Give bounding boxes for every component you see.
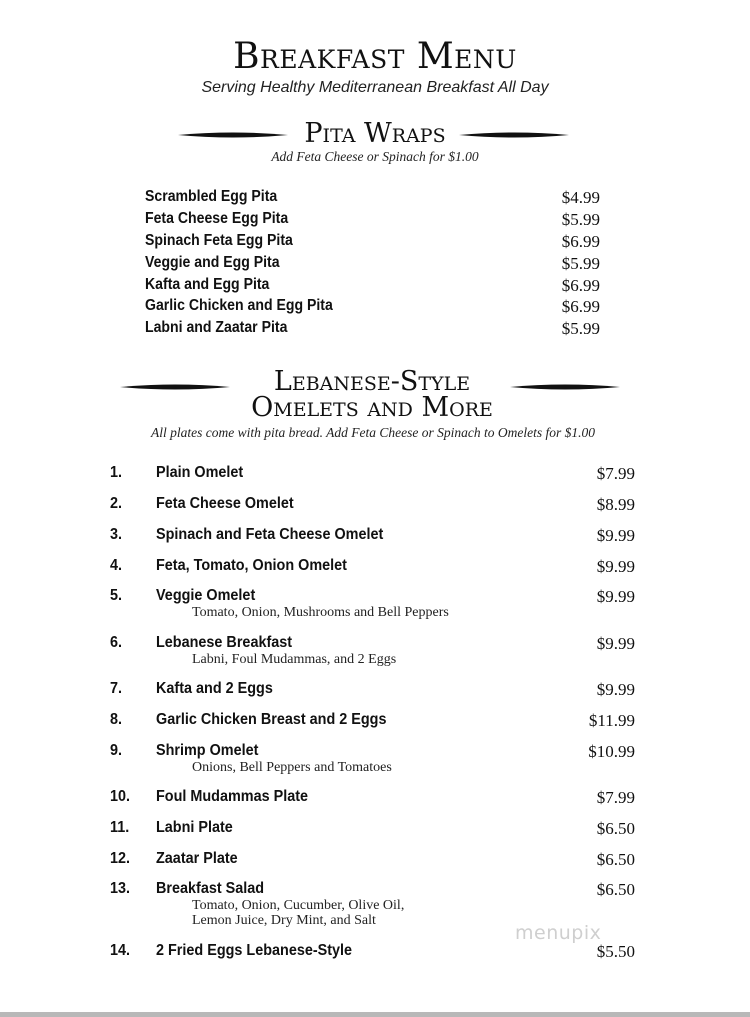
item-number: 5. bbox=[110, 587, 123, 604]
item-description: Onions, Bell Peppers and Tomatoes bbox=[192, 760, 392, 775]
item-number: 11. bbox=[110, 819, 130, 836]
item-price: $6.50 bbox=[596, 819, 635, 838]
item-price: $7.99 bbox=[596, 788, 635, 807]
item-price: $9.99 bbox=[596, 557, 635, 576]
list-item bbox=[145, 188, 600, 210]
item-name: Spinach Feta Egg Pita bbox=[145, 232, 293, 249]
list-item bbox=[145, 276, 600, 298]
item-name: Feta, Tomato, Onion Omelet bbox=[156, 557, 347, 574]
item-description: Tomato, Onion, Mushrooms and Bell Peppers bbox=[192, 605, 449, 620]
item-price: $5.99 bbox=[561, 210, 600, 229]
item-price: $4.99 bbox=[561, 188, 600, 207]
section-heading-pita-wraps: Pita Wraps bbox=[304, 118, 446, 149]
item-name: Kafta and Egg Pita bbox=[145, 276, 270, 293]
item-name: Labni and Zaatar Pita bbox=[145, 319, 288, 336]
list-item bbox=[145, 297, 600, 319]
item-price: $9.99 bbox=[596, 634, 635, 653]
item-name: Garlic Chicken and Egg Pita bbox=[145, 297, 333, 314]
item-number: 14. bbox=[110, 942, 131, 959]
item-name: Garlic Chicken Breast and 2 Eggs bbox=[156, 711, 387, 728]
item-number: 3. bbox=[110, 526, 123, 543]
item-price: $6.99 bbox=[561, 232, 600, 251]
list-item bbox=[145, 319, 600, 341]
item-number: 9. bbox=[110, 742, 123, 759]
item-price: $11.99 bbox=[588, 711, 635, 730]
item-name: Kafta and 2 Eggs bbox=[156, 680, 273, 697]
item-price: $6.50 bbox=[596, 880, 635, 899]
item-number: 13. bbox=[110, 880, 131, 897]
item-number: 7. bbox=[110, 680, 123, 697]
item-price: $6.50 bbox=[596, 850, 635, 869]
menupix-watermark: menupix bbox=[515, 922, 602, 944]
item-price: $6.99 bbox=[561, 276, 600, 295]
item-number: 6. bbox=[110, 634, 123, 651]
item-price: $7.99 bbox=[596, 464, 635, 483]
item-price: $5.99 bbox=[561, 319, 600, 338]
section-heading-omelets-line1: Lebanese-Style bbox=[273, 366, 471, 397]
menu-title: Breakfast Menu bbox=[233, 36, 517, 77]
right-divider-ornament bbox=[459, 130, 569, 140]
list-item bbox=[145, 232, 600, 254]
item-number: 4. bbox=[110, 557, 123, 574]
item-name: Lebanese Breakfast bbox=[156, 634, 293, 651]
item-name: Spinach and Feta Cheese Omelet bbox=[156, 526, 384, 543]
item-description-line2: Lemon Juice, Dry Mint, and Salt bbox=[192, 913, 376, 928]
menu-subtitle: Serving Healthy Mediterranean Breakfast All Day bbox=[201, 79, 549, 96]
item-number: 1. bbox=[110, 464, 123, 481]
list-item bbox=[145, 210, 600, 232]
item-name: Foul Mudammas Plate bbox=[156, 788, 309, 805]
item-price: $9.99 bbox=[596, 526, 635, 545]
item-name: 2 Fried Eggs Lebanese-Style bbox=[156, 942, 353, 959]
item-price: $9.99 bbox=[596, 680, 635, 699]
item-name: Plain Omelet bbox=[156, 464, 244, 481]
item-name: Feta Cheese Omelet bbox=[156, 495, 294, 512]
item-name: Scrambled Egg Pita bbox=[145, 188, 278, 205]
item-name: Veggie Omelet bbox=[156, 587, 256, 604]
item-name: Veggie and Egg Pita bbox=[145, 254, 280, 271]
item-number: 8. bbox=[110, 711, 123, 728]
omelet-section-note: All plates come with pita bread. Add Feta Cheese or Spinach to Omelets for $1.00 bbox=[151, 425, 595, 440]
item-price: $6.99 bbox=[561, 297, 600, 316]
item-number: 2. bbox=[110, 495, 123, 512]
item-name: Labni Plate bbox=[156, 819, 233, 836]
item-description: Labni, Foul Mudammas, and 2 Eggs bbox=[192, 652, 397, 667]
item-description: Tomato, Onion, Cucumber, Olive Oil, bbox=[192, 898, 405, 913]
page-bottom-border bbox=[0, 1012, 750, 1017]
section-heading-omelets-line2: Omelets and More bbox=[251, 392, 493, 423]
pita-section-note: Add Feta Cheese or Spinach for $1.00 bbox=[271, 149, 479, 164]
item-price: $8.99 bbox=[596, 495, 635, 514]
item-name: Feta Cheese Egg Pita bbox=[145, 210, 289, 227]
item-price: $10.99 bbox=[588, 742, 635, 761]
item-price: $5.99 bbox=[561, 254, 600, 273]
item-name: Breakfast Salad bbox=[156, 880, 265, 897]
right-divider-ornament bbox=[510, 382, 620, 392]
item-number: 10. bbox=[110, 788, 131, 805]
item-price: $5.50 bbox=[596, 942, 635, 961]
item-name: Shrimp Omelet bbox=[156, 742, 259, 759]
item-number: 12. bbox=[110, 850, 131, 867]
item-price: $9.99 bbox=[596, 587, 635, 606]
item-name: Zaatar Plate bbox=[156, 850, 238, 867]
list-item bbox=[145, 254, 600, 276]
